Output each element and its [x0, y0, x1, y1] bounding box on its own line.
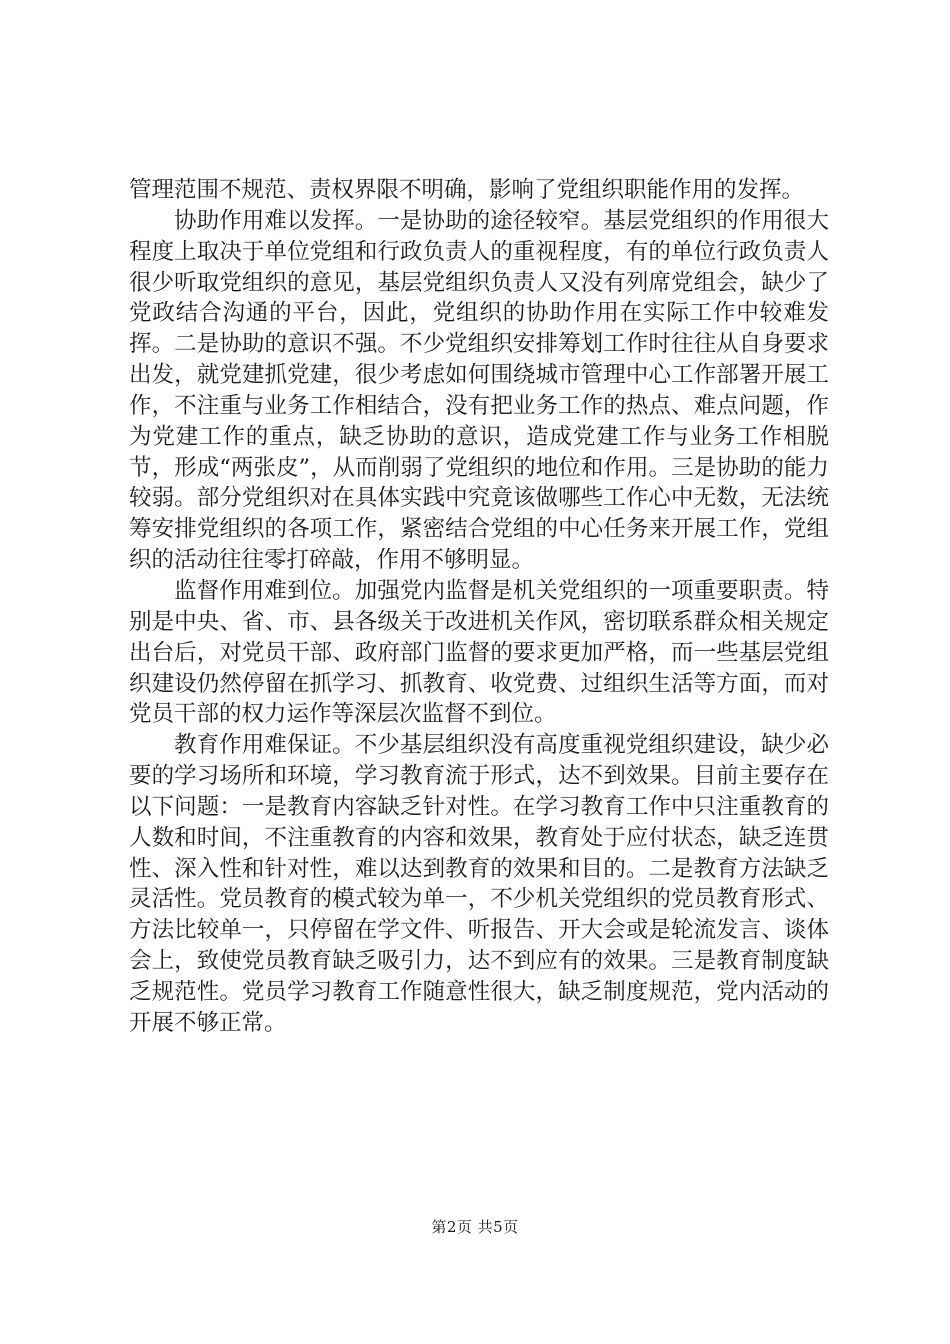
paragraph-assist-role: 协助作用难以发挥。一是协助的途径较窄。基层党组织的作用很大程度上取决于单位党组和行政负责人的重视程度，有的单位行政负责人很少听取党组织的意见，基层党组织负责人又没有列席党组会，缺少了党政结合沟通的平台，因此，党组织的协助作用在实际工作中较难发挥。二是协助的意识不强。不少党组织安排筹划工作时往往从自身要求出发，就党建抓党建，很少考虑如何围绕城市管理中心工作部署开展工作，不注重与业务工作相结合，没有把业务工作的热点、难点问题，作为党建工作的重点，缺乏协助的意识，造成党建工作与业务工作相脱节，形成“两张皮”，从而削弱了党组织的地位和作用。三是协助的能力较弱。部分党组织对在具体实践中究竟该做哪些工作心中无数，无法统筹安排党组织的各项工作，紧密结合党组的中心任务来开展工作，党组织的活动往往零打碎敲，作用不够明显。 [129, 207, 829, 574]
paragraph-continuation: 管理范围不规范、责权界限不明确，影响了党组织职能作用的发挥。 [129, 177, 805, 203]
document-body [129, 175, 829, 1039]
paragraph-education-role: 教育作用难保证。不少基层组织没有高度重视党组织建设，缺少必要的学习场所和环境，学习教育流于形式，达不到效果。目前主要存在以下问题：一是教育内容缺乏针对性。在学习教育工作中只注重教育的人数和时间，不注重教育的内容和效果，教育处于应付状态，缺乏连贯性、深入性和针对性，难以达到教育的效果和目的。二是教育方法缺乏灵活性。党员教育的模式较为单一，不少机关党组织的党员教育形式、方法比较单一，只停留在学文件、听报告、开大会或是轮流发言、谈体会上，致使党员教育缺乏吸引力，达不到应有的效果。三是教育制度缺乏规范性。党员学习教育工作随意性很大，缺乏制度规范，党内活动的开展不够正常。 [129, 732, 829, 1036]
paragraph-supervision-role: 监督作用难到位。加强党内监督是机关党组织的一项重要职责。特别是中央、省、市、县各级关于改进机关作风，密切联系群众相关规定出台后，对党员干部、政府部门监督的要求更加严格，而一些基层党组织建设仍然停留在抓学习、抓教育、收党费、过组织生活等方面，而对党员干部的权力运作等深层次监督不到位。 [129, 577, 829, 728]
page-number-footer: 第2页 共5页 [431, 1218, 519, 1236]
